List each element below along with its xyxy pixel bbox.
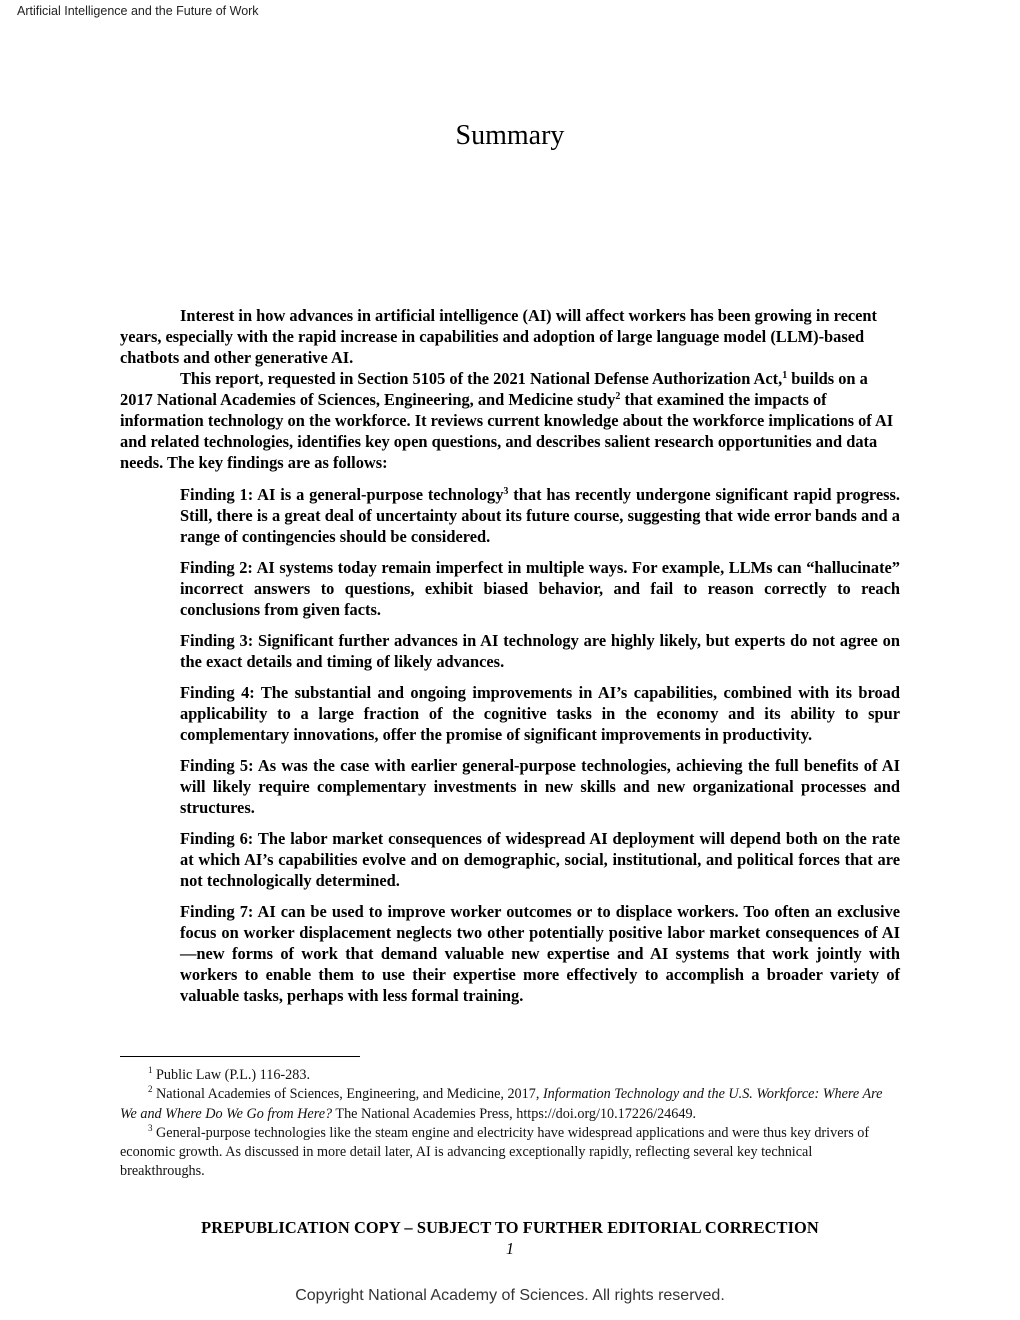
- running-header: Artificial Intelligence and the Future of Work: [17, 4, 259, 18]
- footnote-2-text-a: National Academies of Sciences, Engineering, and Medicine, 2017,: [152, 1086, 543, 1103]
- prepublication-notice: PREPUBLICATION COPY – SUBJECT TO FURTHER EDITORIAL CORRECTION: [201, 1218, 819, 1237]
- page-title: Summary: [455, 120, 565, 151]
- footnote-2-title: Information Technology and the U.S. Workforce: Where Are We and Where Do We Go from Here?: [120, 1086, 883, 1122]
- finding-6: Finding 6: The labor market consequences of widespread AI deployment will depend both on the rate at which AI’s capabilities evolve and on demographic, social, institutional, and political forces that are not technologically determined.: [180, 829, 900, 890]
- page-number: 1: [505, 1239, 515, 1258]
- footnote-divider: [120, 1056, 360, 1057]
- footnote-3-text: General-purpose technologies like the steam engine and electricity have widespread applications and were thus key drivers of economic growth. As discussed in more detail later, AI is advancing exceptionally rapidly, reflecting several key technical breakthroughs.: [120, 1124, 870, 1180]
- intro-p2-text-c: that examined the impacts of information technology on the workforce. It reviews current knowledge about the workforce implications of AI and related technologies, identifies key open questions, and describes salient research opportunities and data needs. The key findings are as follows:: [120, 390, 894, 472]
- finding-3: Finding 3: Significant further advances in AI technology are highly likely, but experts do not agree on the exact details and timing of likely advances.: [180, 631, 900, 671]
- finding-7: Finding 7: AI can be used to improve worker outcomes or to displace workers. Too often an exclusive focus on worker displacement neglects two other potentially positive labor market consequences of AI—new forms of work that demand valuable new expertise and AI systems that work jointly with workers to enable them to use their expertise more effectively to accomplish a broader variety of valuable tasks, perhaps with less formal training.: [180, 902, 900, 1005]
- footnote-1-text: Public Law (P.L.) 116-283.: [152, 1067, 310, 1083]
- footnote-2-text-b: The National Academies Press, https://doi.org/10.17226/24649.: [332, 1105, 697, 1122]
- footnote-1: [120, 1066, 900, 1085]
- copyright-notice: Copyright National Academy of Sciences. All rights reserved.: [295, 1287, 725, 1304]
- footnote-ref-3: 3: [503, 486, 509, 497]
- footnote-2: [120, 1085, 900, 1124]
- footnote-1-number: 1: [148, 1065, 153, 1075]
- findings-list: [180, 484, 900, 1016]
- footnote-3: [120, 1124, 900, 1182]
- finding-2: Finding 2: AI systems today remain imperfect in multiple ways. For example, LLMs can “hallucinate” incorrect answers to questions, exhibit biased behavior, and fail to reason correctly to reach conclusions from given facts.: [180, 558, 900, 619]
- finding-1: [180, 484, 900, 547]
- intro-paragraph-2: [120, 368, 900, 473]
- finding-5: Finding 5: As was the case with earlier general-purpose technologies, achieving the full benefits of AI will likely require complementary investments in new skills and new organizational processes and structures.: [180, 756, 900, 817]
- finding-4: Finding 4: The substantial and ongoing improvements in AI’s capabilities, combined with its broad applicability to a large fraction of the cognitive tasks in the economy and its ability to spur complementary innovations, offer the promise of significant improvements in productivity.: [180, 683, 900, 744]
- footnotes: [120, 1066, 900, 1182]
- footnote-ref-2: 2: [615, 391, 621, 402]
- intro-p2-text-a: This report, requested in Section 5105 of the 2021 National Defense Authorization Act,: [180, 369, 783, 388]
- intro-p2-text-b: builds on a 2017 National Academies of Sciences, Engineering, and Medicine study: [120, 369, 868, 409]
- footnote-ref-1: 1: [782, 370, 788, 381]
- finding-1-text-b: that has recently undergone significant rapid progress. Still, there is a great deal of uncertainty about its future course, suggesting that wide error bands and a range of contingencies should be considered.: [180, 485, 900, 546]
- footnote-3-number: 3: [148, 1122, 153, 1133]
- finding-1-text-a: Finding 1: AI is a general-purpose technology: [180, 485, 504, 504]
- intro-section: [120, 305, 900, 473]
- intro-paragraph-1: Interest in how advances in artificial intelligence (AI) will affect workers has been growing in recent years, especially with the rapid increase in capabilities and adoption of large language model (LLM)-based chatbots and other generative AI.: [120, 306, 877, 367]
- footnote-2-number: 2: [148, 1084, 153, 1095]
